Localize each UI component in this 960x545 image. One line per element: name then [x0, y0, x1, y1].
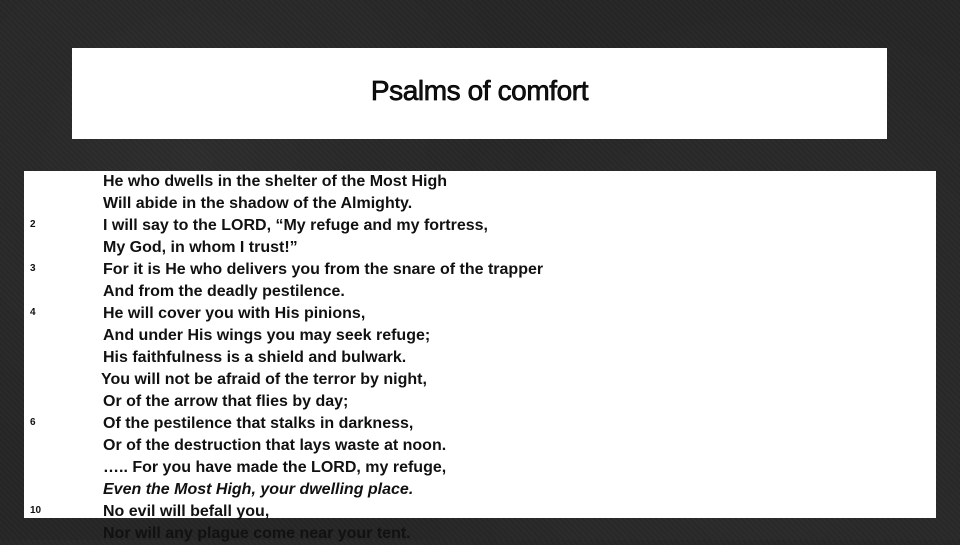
verse-line [24, 237, 936, 259]
verse-text: He who dwells in the shelter of the Most High [103, 173, 448, 190]
verse-line [24, 369, 936, 391]
verse-text: My God, in whom I trust!” [103, 239, 298, 256]
verse-line [24, 391, 936, 413]
verse-number: 10 [30, 505, 42, 516]
verse-line [24, 347, 936, 369]
title-box [72, 48, 887, 139]
verse-line [24, 325, 936, 347]
verse-text: Nor will any plague come near your tent. [103, 525, 411, 542]
verse-text: Will abide in the shadow of the Almighty. [103, 195, 413, 212]
verse-number: 6 [30, 417, 36, 428]
verse-text: And under His wings you may seek refuge; [103, 327, 431, 344]
verse-text: For it is He who delivers you from the snare of the trapper [103, 261, 544, 278]
verse-number: 3 [30, 263, 36, 274]
verse-text: ….. For you have made the LORD, my refuge, [103, 459, 447, 476]
verse-text: He will cover you with His pinions, [103, 305, 366, 322]
verse-line [24, 303, 936, 325]
verse-line [24, 171, 936, 193]
verse-number: 2 [30, 219, 36, 230]
verse-text: Or of the destruction that lays waste at noon. [103, 437, 447, 454]
verse-line [24, 413, 936, 435]
verse-text: No evil will befall you, [103, 503, 270, 520]
verse-line [24, 523, 936, 545]
verse-text: You will not be afraid of the terror by night, [101, 371, 427, 388]
verse-number: 4 [30, 307, 36, 318]
verse-text: His faithfulness is a shield and bulwark. [103, 349, 407, 366]
verse-text: I will say to the LORD, “My refuge and my fortress, [103, 217, 488, 234]
verse-line [24, 479, 936, 501]
verse-line [24, 281, 936, 303]
psalm-text-box [24, 171, 936, 542]
verse-line [24, 193, 936, 215]
verse-line [24, 259, 936, 281]
verse-text: And from the deadly pestilence. [103, 283, 345, 300]
verse-line [24, 215, 936, 237]
verse-text: Of the pestilence that stalks in darkness, [103, 415, 414, 432]
verse-line [24, 501, 936, 523]
verse-text: Even the Most High, your dwelling place. [103, 481, 414, 498]
verse-line [24, 457, 936, 479]
verse-line [24, 435, 936, 457]
slide-title: Psalms of comfort [370, 75, 589, 106]
verse-text: Or of the arrow that flies by day; [103, 393, 349, 410]
